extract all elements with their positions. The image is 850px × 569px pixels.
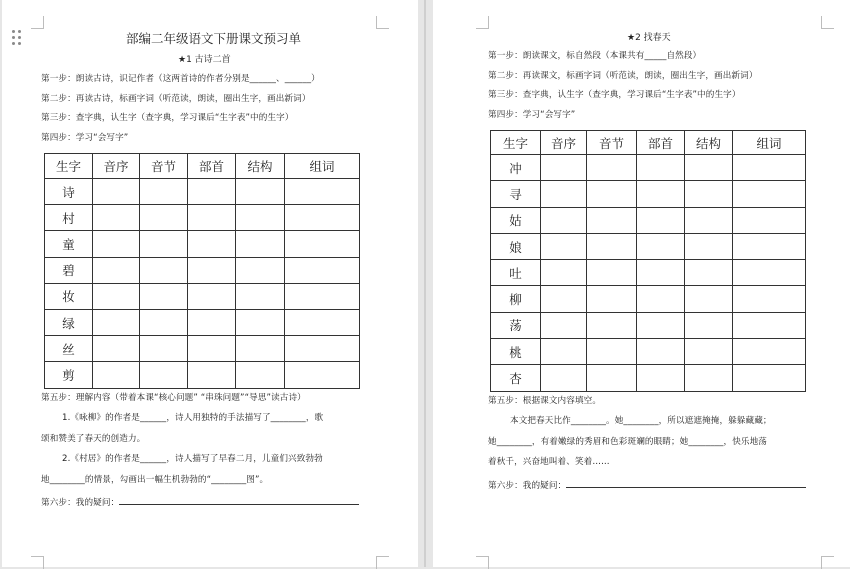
answer-cell[interactable] [188,309,236,335]
table-row [491,286,806,312]
answer-cell[interactable] [587,233,637,259]
step-6-label: 第六步：我的疑问： [41,498,120,508]
page-corner-mark [31,556,44,569]
answer-cell[interactable] [637,155,685,181]
answer-cell[interactable] [637,260,685,286]
table-row [491,233,806,259]
answer-cell[interactable] [587,312,637,338]
character-cell: 丝 [45,336,93,362]
answer-cell[interactable] [685,181,733,207]
vocabulary-table [490,130,806,392]
answer-cell[interactable] [685,365,733,391]
step-2-text: 第二步：再读古诗，标画字词（听范读，朗读，圈出生字，画出新词） [41,94,311,104]
table-row [45,179,360,205]
answer-cell[interactable] [285,283,360,309]
answer-cell[interactable] [733,365,806,391]
step-6-text [488,479,806,491]
answer-cell[interactable] [188,179,236,205]
answer-cell[interactable] [236,179,285,205]
answer-cell[interactable] [587,181,637,207]
answer-cell[interactable] [140,257,188,283]
document-title: 部编二年级语文下册课文预习单 [126,31,302,46]
table-header-row [491,131,806,155]
answer-cell[interactable] [541,207,587,233]
page-corner-mark [376,16,389,29]
answer-cell[interactable] [93,283,140,309]
answer-cell[interactable] [541,312,587,338]
table-header-cell: 结构 [685,131,733,155]
page-gutter [424,0,426,567]
answer-cell[interactable] [285,231,360,257]
character-cell: 寻 [491,181,541,207]
table-row [45,205,360,231]
table-header-cell: 生字 [491,131,541,155]
lesson-title: ★2 找春天 [627,33,671,43]
character-cell: 柳 [491,286,541,312]
answer-cell[interactable] [733,181,806,207]
answer-cell[interactable] [188,362,236,388]
answer-cell[interactable] [637,233,685,259]
answer-cell[interactable] [637,365,685,391]
step-5-text: 第五步：根据课文内容填空。 [488,396,602,406]
table-row [491,155,806,181]
table-row [491,260,806,286]
step-6-label: 第六步：我的疑问： [488,481,567,491]
answer-cell[interactable] [587,155,637,181]
answer-cell[interactable] [93,362,140,388]
answer-cell[interactable] [733,260,806,286]
table-row [45,309,360,335]
drag-handle-icon[interactable] [12,30,24,48]
character-cell: 冲 [491,155,541,181]
fill-blank-line-1: 本文把春天比作________。她________，所以遮遮掩掩，躲躲藏藏； [510,416,772,426]
page-corner-mark [476,16,489,29]
answer-cell[interactable] [541,286,587,312]
answer-cell[interactable] [637,181,685,207]
table-header-cell: 组词 [285,154,360,179]
document-page-left [2,0,418,567]
answer-cell[interactable] [188,257,236,283]
table-row [45,283,360,309]
answer-cell[interactable] [541,181,587,207]
answer-cell[interactable] [285,257,360,283]
table-row [491,365,806,391]
answer-cell[interactable] [140,231,188,257]
answer-cell[interactable] [685,155,733,181]
character-cell: 村 [45,205,93,231]
answer-cell[interactable] [637,312,685,338]
table-row [45,257,360,283]
answer-cell[interactable] [188,231,236,257]
character-cell: 桃 [491,339,541,365]
answer-cell[interactable] [236,336,285,362]
answer-cell[interactable] [587,207,637,233]
answer-cell[interactable] [733,207,806,233]
answer-cell[interactable] [236,309,285,335]
answer-cell[interactable] [733,312,806,338]
page-corner-mark [31,16,44,29]
question-2-line-2: 地________的情景，勾画出一幅生机勃勃的“________图”。 [41,475,269,485]
answer-cell[interactable] [140,205,188,231]
table-row [491,181,806,207]
answer-cell[interactable] [733,233,806,259]
answer-cell[interactable] [93,309,140,335]
table-header-cell: 音序 [541,131,587,155]
answer-cell[interactable] [140,179,188,205]
answer-cell[interactable] [285,309,360,335]
answer-cell[interactable] [285,336,360,362]
table-header-cell: 组词 [733,131,806,155]
character-cell: 妆 [45,283,93,309]
answer-cell[interactable] [140,336,188,362]
document-page-right [433,0,850,567]
table-row [45,362,360,388]
answer-cell[interactable] [637,286,685,312]
answer-cell[interactable] [140,362,188,388]
answer-cell[interactable] [541,155,587,181]
answer-cell[interactable] [188,336,236,362]
answer-cell[interactable] [188,283,236,309]
page-corner-mark [476,556,489,569]
answer-cell[interactable] [93,231,140,257]
answer-cell[interactable] [93,179,140,205]
table-header-cell: 结构 [236,154,285,179]
step-1-text: 第一步：朗读课文，标自然段（本课共有_____自然段） [488,51,702,61]
page-corner-mark [821,556,834,569]
table-header-cell: 生字 [45,154,93,179]
answer-cell[interactable] [685,339,733,365]
step-4-text: 第四步：学习“会写字” [41,133,129,143]
answer-cell[interactable] [285,205,360,231]
table-row [45,336,360,362]
answer-cell[interactable] [236,205,285,231]
step-4-text: 第四步：学习“会写字” [488,110,576,120]
answer-cell[interactable] [685,286,733,312]
answer-cell[interactable] [140,283,188,309]
step-6-text [41,496,359,508]
table-header-cell: 部首 [188,154,236,179]
page-corner-mark [376,556,389,569]
character-cell: 童 [45,231,93,257]
answer-cell[interactable] [93,336,140,362]
question-answer-line[interactable] [566,487,806,488]
step-5-text: 第五步：理解内容（带着本课“核心问题” “串珠问题”“导思”读古诗） [41,393,306,403]
fill-blank-line-2: 她________，有着嫩绿的秀眉和色彩斑斓的眼睛；她________，快乐地荡 [488,437,768,447]
vocabulary-table [44,153,360,389]
question-2-line-1: 2.《村居》的作者是______，诗人描写了早春二月，儿童们兴致勃勃 [62,454,323,464]
answer-cell[interactable] [733,339,806,365]
answer-cell[interactable] [685,260,733,286]
answer-cell[interactable] [93,257,140,283]
answer-cell[interactable] [587,365,637,391]
table-row [491,207,806,233]
lesson-title: ★1 古诗二首 [178,55,231,65]
answer-cell[interactable] [685,233,733,259]
answer-cell[interactable] [236,283,285,309]
answer-cell[interactable] [637,207,685,233]
answer-cell[interactable] [637,339,685,365]
table-header-cell: 音序 [93,154,140,179]
table-header-cell: 音节 [140,154,188,179]
answer-cell[interactable] [685,207,733,233]
answer-cell[interactable] [587,260,637,286]
fill-blank-line-3: 着秋千，兴奋地叫着、笑着…… [488,457,610,467]
character-cell: 荡 [491,312,541,338]
answer-cell[interactable] [541,260,587,286]
answer-cell[interactable] [541,365,587,391]
answer-cell[interactable] [285,179,360,205]
character-cell: 碧 [45,257,93,283]
question-answer-line[interactable] [119,504,359,505]
answer-cell[interactable] [733,286,806,312]
table-header-cell: 音节 [587,131,637,155]
step-3-text: 第三步：查字典，认生字（查字典，学习课后“生字表”中的生字） [41,113,294,123]
character-cell: 杏 [491,365,541,391]
step-2-text: 第二步：再读课文，标画字词（听范读，朗读，圈出生字，画出新词） [488,71,758,81]
character-cell: 吐 [491,260,541,286]
answer-cell[interactable] [733,155,806,181]
answer-cell[interactable] [236,257,285,283]
character-cell: 姑 [491,207,541,233]
answer-cell[interactable] [541,339,587,365]
step-3-text: 第三步：查字典，认生字（查字典，学习课后“生字表”中的生字） [488,90,741,100]
answer-cell[interactable] [93,205,140,231]
character-cell: 娘 [491,233,541,259]
answer-cell[interactable] [685,312,733,338]
character-cell: 剪 [45,362,93,388]
step-1-text: 第一步：朗读古诗，识记作者（这两首诗的作者分别是______、______） [41,74,320,84]
answer-cell[interactable] [236,231,285,257]
answer-cell[interactable] [285,362,360,388]
table-header-row [45,154,360,179]
answer-cell[interactable] [188,205,236,231]
table-row [491,312,806,338]
answer-cell[interactable] [587,339,637,365]
page-corner-mark [821,16,834,29]
answer-cell[interactable] [236,362,285,388]
question-1-line-2: 颂和赞美了春天的创造力。 [41,434,146,444]
table-header-cell: 部首 [637,131,685,155]
table-row [491,339,806,365]
answer-cell[interactable] [541,233,587,259]
answer-cell[interactable] [140,309,188,335]
table-row [45,231,360,257]
character-cell: 绿 [45,309,93,335]
answer-cell[interactable] [587,286,637,312]
question-1-line-1: 1.《咏柳》的作者是______，诗人用独特的手法描写了________，歌 [62,413,324,423]
character-cell: 诗 [45,179,93,205]
